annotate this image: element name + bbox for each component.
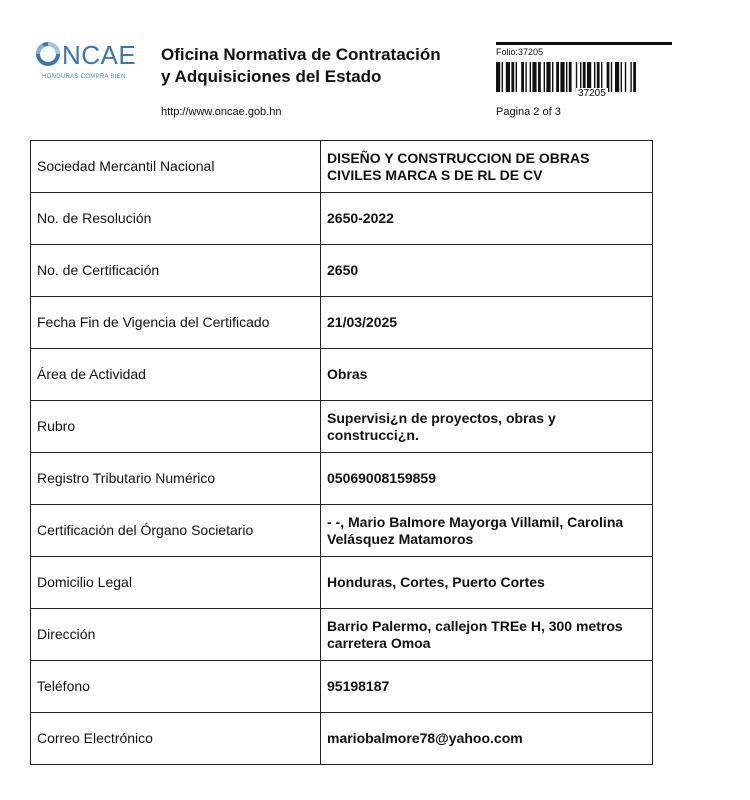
oncae-logo [36,38,136,88]
field-label: Domicilio Legal [31,557,321,609]
table-row [31,193,653,245]
logo-tagline: HONDURAS COMPRA BIEN [42,74,126,80]
table-row [31,401,653,453]
field-label: No. de Certificación [31,245,321,297]
field-value: 2650 [321,245,653,297]
organization-title-line-2: y Adquisiciones del Estado [161,67,382,86]
field-value: Supervisi¿n de proyectos, obras y construcci¿n. [321,401,653,453]
logo-wordmark: NCAE [62,40,137,70]
field-value: mariobalmore78@yahoo.com [321,713,653,765]
barcode-number: 37205 [578,88,606,99]
table-row [31,661,653,713]
table-row [31,505,653,557]
field-label: Fecha Fin de Vigencia del Certificado [31,297,321,349]
table-row [31,141,653,193]
field-label: Correo Electrónico [31,713,321,765]
table-row [31,609,653,661]
field-label: Certificación del Órgano Societario [31,505,321,557]
organization-title-line-1: Oficina Normativa de Contratación [161,45,441,64]
field-value: Barrio Palermo, callejon TREe H, 300 metros carretera Omoa [321,609,653,661]
certificate-info-table [30,140,653,765]
page-number: Pagina 2 of 3 [496,106,561,118]
field-value: 2650-2022 [321,193,653,245]
field-label: No. de Resolución [31,193,321,245]
table-row [31,557,653,609]
folio-block [494,42,674,102]
table-row [31,245,653,297]
field-value: 95198187 [321,661,653,713]
field-value: 21/03/2025 [321,297,653,349]
organization-url: http://www.oncae.gob.hn [161,106,282,118]
field-value: 05069008159859 [321,453,653,505]
field-label: Área de Actividad [31,349,321,401]
field-value: Obras [321,349,653,401]
field-value: - -, Mario Balmore Mayorga Villamil, Carolina Velásquez Matamoros [321,505,653,557]
organization-title [161,44,501,88]
field-label: Teléfono [31,661,321,713]
folio-top-rule [496,42,672,45]
folio-label: Folio:37205 [496,47,544,57]
table-row [31,453,653,505]
field-value: Honduras, Cortes, Puerto Cortes [321,557,653,609]
field-value: DISEÑO Y CONSTRUCCION DE OBRAS CIVILES MARCA S DE RL DE CV [321,141,653,193]
field-label: Sociedad Mercantil Nacional [31,141,321,193]
field-label: Registro Tributario Numérico [31,453,321,505]
field-label: Rubro [31,401,321,453]
table-row [31,713,653,765]
oncae-logo-mark-icon [36,42,60,66]
table-row [31,297,653,349]
field-label: Dirección [31,609,321,661]
table-row [31,349,653,401]
